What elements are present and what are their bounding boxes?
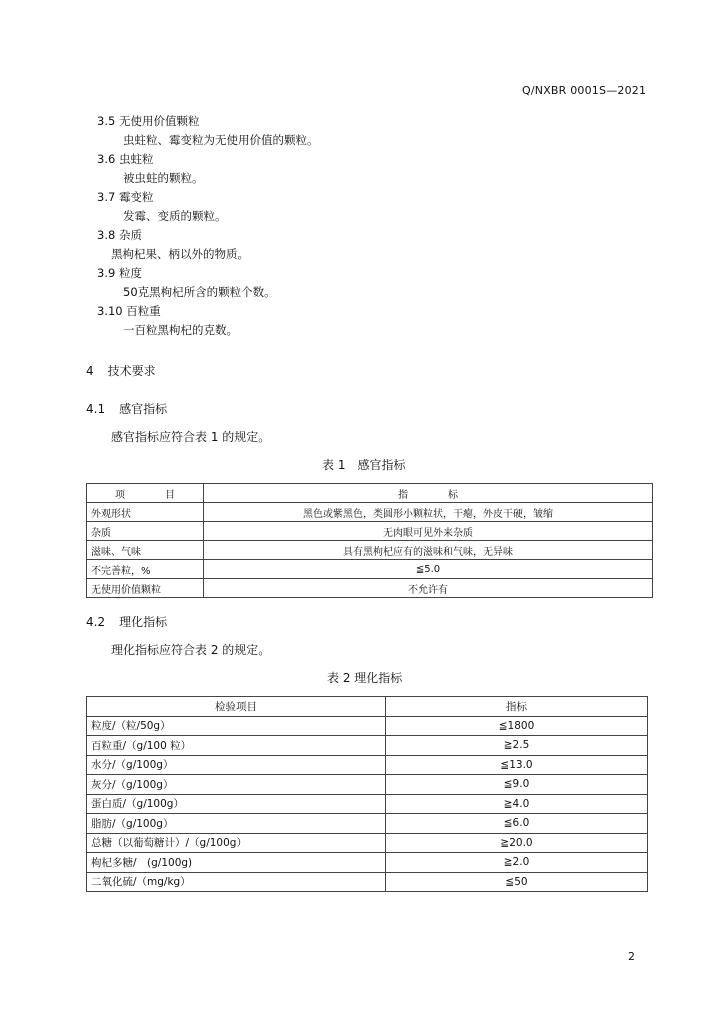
table-cell: 蛋白质/（g/100g） [87, 794, 386, 814]
table-header-cell: 检验项目 [87, 697, 386, 717]
table-cell: ≦50 [386, 872, 648, 892]
definition-text: 发霉、变质的颗粒。 [123, 209, 227, 223]
table-header-cell: 指 标 [204, 484, 653, 503]
table-row [87, 560, 653, 579]
definition-term [97, 190, 153, 204]
table-caption: 表 2 理化指标 [327, 671, 403, 685]
page-number: 2 [628, 950, 635, 963]
definition-title: 虫蛀粒 [118, 152, 154, 166]
paragraph: 理化指标应符合表 2 的规定。 [111, 643, 271, 657]
table-header-cell: 项 目 [87, 484, 204, 503]
document-code-header: Q/NXBR 0001S—2021 [522, 84, 647, 97]
table-cell: 滋味、气味 [87, 541, 204, 560]
definition-text: 50克黑枸杞所含的颗粒个数。 [123, 285, 276, 299]
table-cell: 粒度/（粒/50g） [87, 716, 386, 736]
table-cell: 枸杞多糖/ (g/100g) [87, 853, 386, 873]
table-row [87, 814, 648, 834]
table-cell: 百粒重/（g/100 粒） [87, 736, 386, 756]
table-cell: 外观形状 [87, 503, 204, 522]
definition-title: 杂质 [118, 228, 142, 242]
section-heading [86, 362, 156, 379]
definition-text: 虫蛀粒、霉变粒为无使用价值的颗粒。 [123, 133, 319, 147]
table-cell: 二氧化硫/（mg/kg） [87, 872, 386, 892]
table-row [87, 541, 653, 560]
table-cell: 不允许有 [204, 579, 653, 598]
definition-number: 3.10 [97, 304, 123, 318]
definition-text: 一百粒黑枸杞的克数。 [123, 323, 238, 337]
section-number: 4 [86, 364, 94, 378]
table-header-row [87, 697, 648, 717]
table-cell: 脂肪/（g/100g） [87, 814, 386, 834]
section-title: 技术要求 [107, 364, 156, 378]
definition-text: 被虫蛀的颗粒。 [123, 171, 204, 185]
table-cell: ≦13.0 [386, 755, 648, 775]
paragraph: 感官指标应符合表 1 的规定。 [111, 430, 271, 444]
table-row [87, 755, 648, 775]
table-header-cell: 指标 [386, 697, 648, 717]
definition-number: 3.7 [97, 190, 116, 204]
section-number: 4.2 [86, 615, 106, 629]
table-cell: 灰分/（g/100g） [87, 775, 386, 795]
table-cell: ≧4.0 [386, 794, 648, 814]
table-cell: 无肉眼可见外来杂质 [204, 522, 653, 541]
table-cell: 杂质 [87, 522, 204, 541]
table-row [87, 775, 648, 795]
definition-term [97, 228, 142, 242]
table-cell: 总糖（以葡萄糖计）/（g/100g） [87, 833, 386, 853]
table-row [87, 579, 653, 598]
table-row [87, 736, 648, 756]
definition-title: 粒度 [118, 266, 142, 280]
table-cell: 无使用价值颗粒 [87, 579, 204, 598]
definition-number: 3.9 [97, 266, 116, 280]
table-cell: ≦9.0 [386, 775, 648, 795]
table-row [87, 794, 648, 814]
definition-title: 无使用价值颗粒 [118, 114, 200, 128]
table-cell: ≦6.0 [386, 814, 648, 834]
definition-text: 黑枸杞果、柄以外的物质。 [111, 247, 249, 261]
table-row [87, 503, 653, 522]
definition-title: 百粒重 [126, 304, 161, 318]
table-row [87, 853, 648, 873]
definition-term [97, 266, 142, 280]
table-cell: 黑色或紫黑色，类圆形小颗粒状，干瘪，外皮干硬，皱缩 [204, 503, 653, 522]
table-cell: ≧2.5 [386, 736, 648, 756]
definition-number: 3.6 [97, 152, 116, 166]
table-row [87, 833, 648, 853]
definition-number: 3.5 [97, 114, 116, 128]
section-title: 感官指标 [119, 402, 168, 416]
table-cell: 水分/（g/100g） [87, 755, 386, 775]
table-cell: 具有黑枸杞应有的滋味和气味，无异味 [204, 541, 653, 560]
section-title: 理化指标 [119, 615, 168, 629]
table-header-row [87, 484, 653, 503]
section-number: 4.1 [86, 402, 106, 416]
subsection-heading [86, 400, 167, 417]
table-caption: 表 1 感官指标 [322, 458, 406, 472]
table-cell: ≦1800 [386, 716, 648, 736]
table-cell: ≧20.0 [386, 833, 648, 853]
table-row [87, 872, 648, 892]
table-cell: 不完善粒，% [87, 560, 204, 579]
sensory-table [86, 483, 653, 598]
table-row [87, 716, 648, 736]
table-row [87, 522, 653, 541]
definition-term [97, 152, 153, 166]
definition-term [97, 114, 199, 128]
physicochemical-table [86, 696, 648, 892]
table-cell: ≧2.0 [386, 853, 648, 873]
table-cell: ≦5.0 [204, 560, 653, 579]
definition-term [97, 304, 161, 318]
definition-title: 霉变粒 [118, 190, 154, 204]
subsection-heading [86, 613, 167, 630]
definition-number: 3.8 [97, 228, 116, 242]
